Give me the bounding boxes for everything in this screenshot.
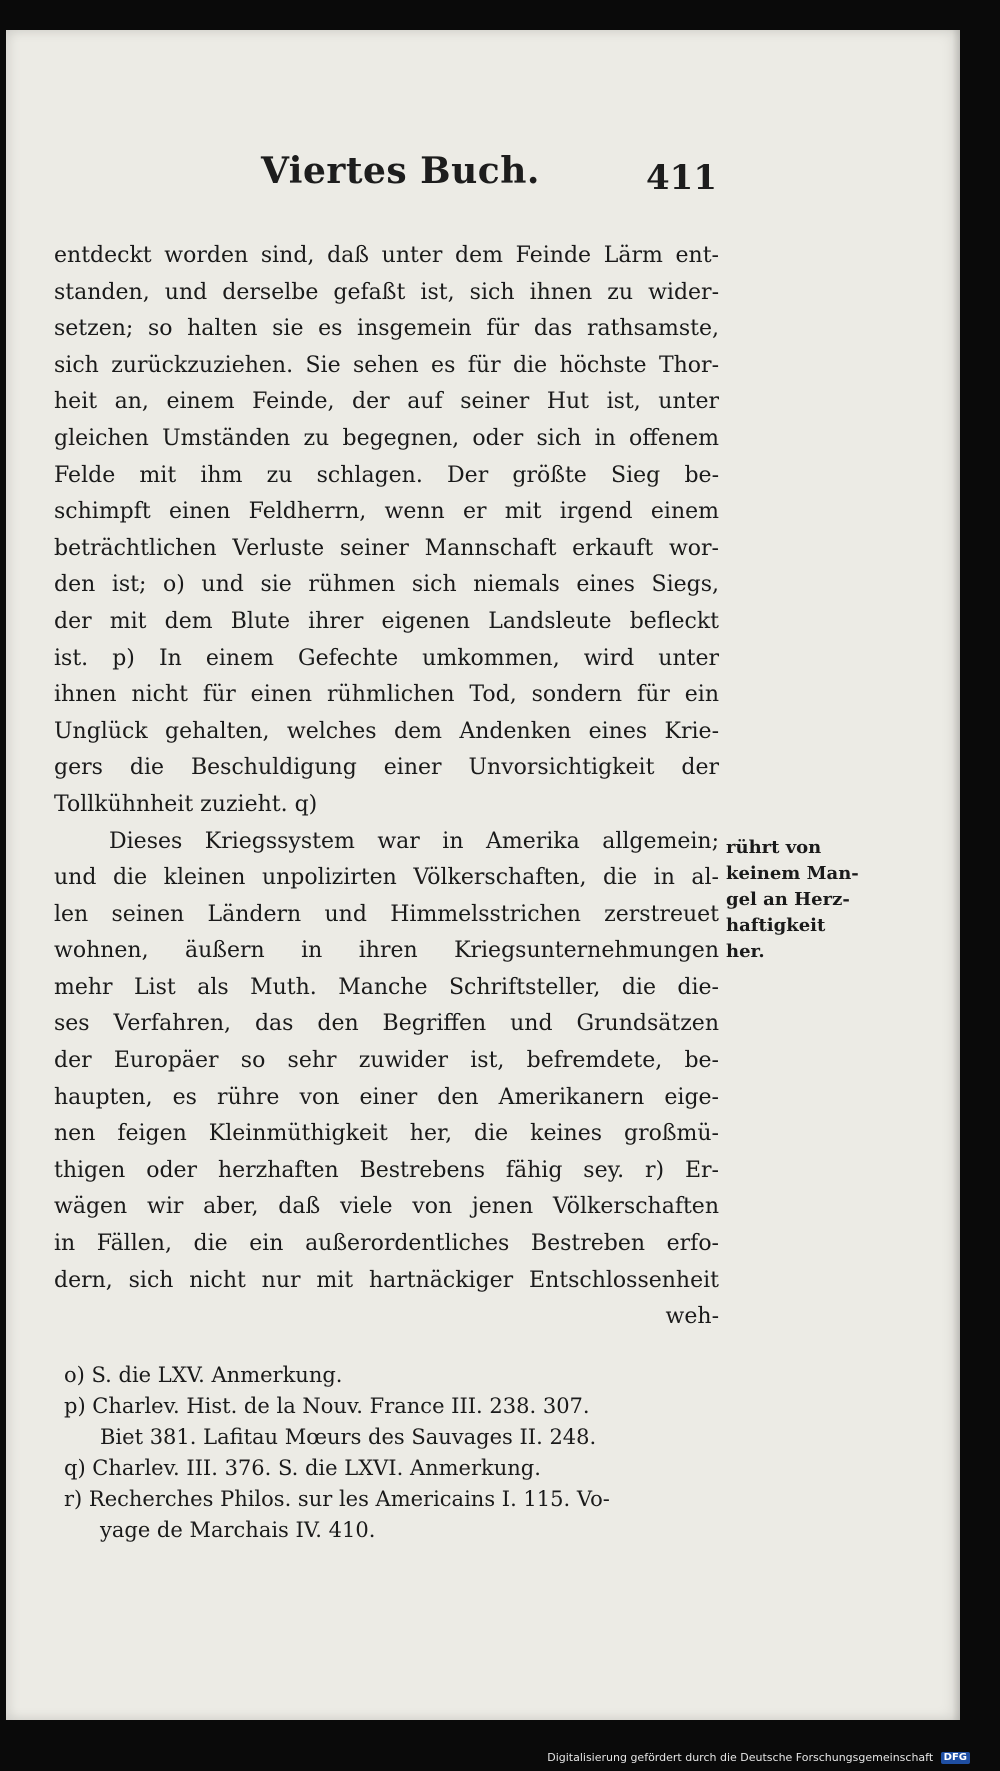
text-line: sich zurückzuziehen. Sie sehen es für die höchste Thor- bbox=[54, 352, 719, 378]
text-line: heit an, einem Feinde, der auf seiner Hut ist, unter bbox=[54, 389, 719, 415]
text-line: dern, sich nicht nur mit hartnäckiger Entschlossenheit bbox=[54, 1267, 719, 1293]
footnote-p: p) Charlev. Hist. de la Nouv. France III. 238. 307. bbox=[64, 1394, 590, 1418]
text-line: ist. p) In einem Gefechte umkommen, wird unter bbox=[54, 645, 719, 671]
text-line: gers die Beschuldigung einer Unvorsichtigkeit der bbox=[54, 755, 719, 781]
margin-note-line: haftigkeit bbox=[726, 915, 826, 936]
text-line: haupten, es rühre von einer den Amerikanern eige- bbox=[54, 1084, 719, 1110]
text-line: entdeckt worden sind, daß unter dem Feinde Lärm ent- bbox=[54, 243, 719, 268]
book-page bbox=[6, 30, 960, 1720]
footnote-r-continued: yage de Marchais IV. 410. bbox=[100, 1518, 376, 1542]
text-line: thigen oder herzhaften Bestrebens fähig sey. r) Er- bbox=[54, 1157, 719, 1183]
footnote-p-continued: Biet 381. Lafitau Mœurs des Sauvages II. 248. bbox=[100, 1425, 597, 1449]
footnote-q: q) Charlev. III. 376. S. die LXVI. Anmerkung. bbox=[64, 1456, 541, 1480]
text-line: beträchtlichen Verluste seiner Mannschaft erkauft wor- bbox=[54, 535, 719, 561]
text-line: setzen; so halten sie es insgemein für das rathsamste, bbox=[54, 316, 719, 342]
footnote-r: r) Recherches Philos. sur les Americains I. 115. Vo- bbox=[64, 1487, 610, 1511]
text-line: wägen wir aber, daß viele von jenen Völkerschaften bbox=[54, 1194, 719, 1220]
margin-note-line: keinem Man- bbox=[726, 863, 859, 884]
paragraph-end-line: Tollkühnheit zuzieht. q) bbox=[54, 791, 318, 817]
main-text-block bbox=[54, 238, 719, 1336]
text-line: Felde mit ihm zu schlagen. Der größte Sieg be- bbox=[54, 462, 719, 488]
text-line: der Europäer so sehr zuwider ist, befremdete, be- bbox=[54, 1048, 719, 1074]
text-line: und die kleinen unpolizirten Völkerschaften, die in al- bbox=[54, 865, 719, 891]
digitization-credit bbox=[547, 1751, 970, 1764]
margin-note-line: gel an Herz- bbox=[726, 889, 850, 910]
margin-note-line: rührt von bbox=[726, 837, 822, 858]
catchword: weh- bbox=[665, 1304, 719, 1330]
text-line: standen, und derselbe gefaßt ist, sich ihnen zu wider- bbox=[54, 279, 719, 305]
text-line: wohnen, äußern in ihren Kriegsunternehmungen bbox=[54, 938, 719, 964]
text-line: nen feigen Kleinmüthigkeit her, die keines großmü- bbox=[54, 1121, 719, 1147]
text-line: der mit dem Blute ihrer eigenen Landsleute befleckt bbox=[54, 608, 719, 634]
text-line: in Fällen, die ein außerordentliches Bestreben erfo- bbox=[54, 1231, 719, 1257]
text-line: schimpft einen Feldherrn, wenn er mit irgend einem bbox=[54, 499, 719, 525]
margin-note bbox=[726, 835, 876, 965]
page-number: 411 bbox=[646, 158, 717, 198]
text-line: ses Verfahren, das den Begriffen und Grundsätzen bbox=[54, 1011, 719, 1037]
text-line: den ist; o) und sie rühmen sich niemals eines Siegs, bbox=[54, 572, 719, 598]
margin-note-line: her. bbox=[726, 941, 765, 962]
text-line: len seinen Ländern und Himmelsstrichen zerstreuet bbox=[54, 901, 719, 927]
dfg-logo: DFG bbox=[941, 1752, 970, 1764]
paragraph-start-line: Dieses Kriegssystem war in Amerika allgemein; bbox=[109, 828, 719, 854]
text-line: mehr List als Muth. Manche Schriftsteller, die die- bbox=[54, 974, 719, 1000]
page-edge-shadow bbox=[952, 30, 960, 1720]
text-line: Unglück gehalten, welches dem Andenken eines Krie- bbox=[54, 718, 719, 744]
running-head: Viertes Buch. bbox=[261, 150, 540, 192]
footnotes bbox=[64, 1360, 724, 1546]
text-line: gleichen Umständen zu begegnen, oder sich in offenem bbox=[54, 425, 719, 451]
footnote-o: o) S. die LXV. Anmerkung. bbox=[64, 1363, 343, 1387]
text-line: ihnen nicht für einen rühmlichen Tod, sondern für ein bbox=[54, 682, 719, 708]
credit-text: Digitalisierung gefördert durch die Deutsche Forschungsgemeinschaft bbox=[547, 1751, 934, 1764]
